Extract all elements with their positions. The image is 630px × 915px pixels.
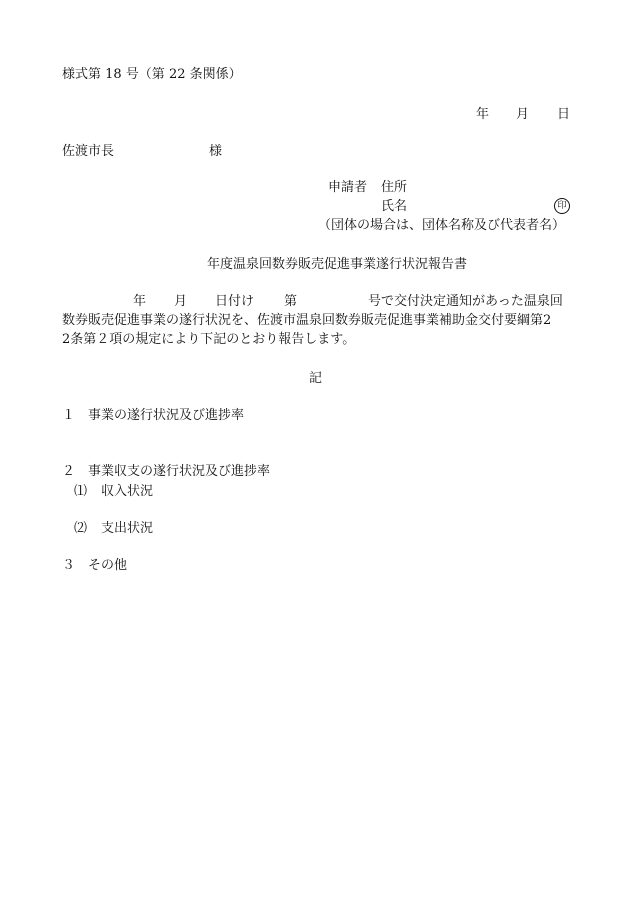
date-day-label: 日 [557,107,571,122]
body-line2: 数券販売促進事業の遂行状況を、佐渡市温泉回数券販売促進事業補助金交付要綱第2 [62,313,552,328]
item-2-sub1-text: 収入状況 [101,484,154,499]
body-line3: 2条第２項の規定により下記のとおり報告します。 [62,332,356,347]
item-2-number: ２ [62,464,76,479]
body-number-prefix: 第 [284,294,298,309]
ki-heading: 記 [309,371,323,386]
seal-mark: 印 [554,198,570,214]
item-1-text: 事業の遂行状況及び進捗率 [88,408,245,423]
item-2-text: 事業収支の遂行状況及び進捗率 [88,464,271,479]
address-label: 住所 [381,180,408,195]
body-month-label: 月 [174,294,188,309]
name-label: 氏名 [381,199,408,214]
body-line1-tail: 号で交付決定通知があった温泉回 [368,294,563,309]
item-2-sub2-text: 支出状況 [101,521,154,536]
applicant-label: 申請者 [328,180,368,195]
item-1-number: １ [62,408,76,423]
form-number: 様式第 18 号（第 22 条関係） [62,67,242,82]
body-year-label: 年 [133,294,147,309]
addressee-honorific: 様 [209,144,223,159]
date-month-label: 月 [516,107,530,122]
addressee-name: 佐渡市長 [62,144,115,159]
document-title: 年度温泉回数券販売促進事業遂行状況報告書 [207,257,468,272]
applicant-note: （団体の場合は、団体名称及び代表者名） [318,218,566,233]
item-2-sub1-number: ⑴ [74,484,88,499]
item-2-sub2-number: ⑵ [74,521,88,536]
body-date-suffix: 日付け [215,294,255,309]
item-3-number: ３ [62,558,76,573]
date-year-label: 年 [476,107,490,122]
item-3-text: その他 [88,558,128,573]
